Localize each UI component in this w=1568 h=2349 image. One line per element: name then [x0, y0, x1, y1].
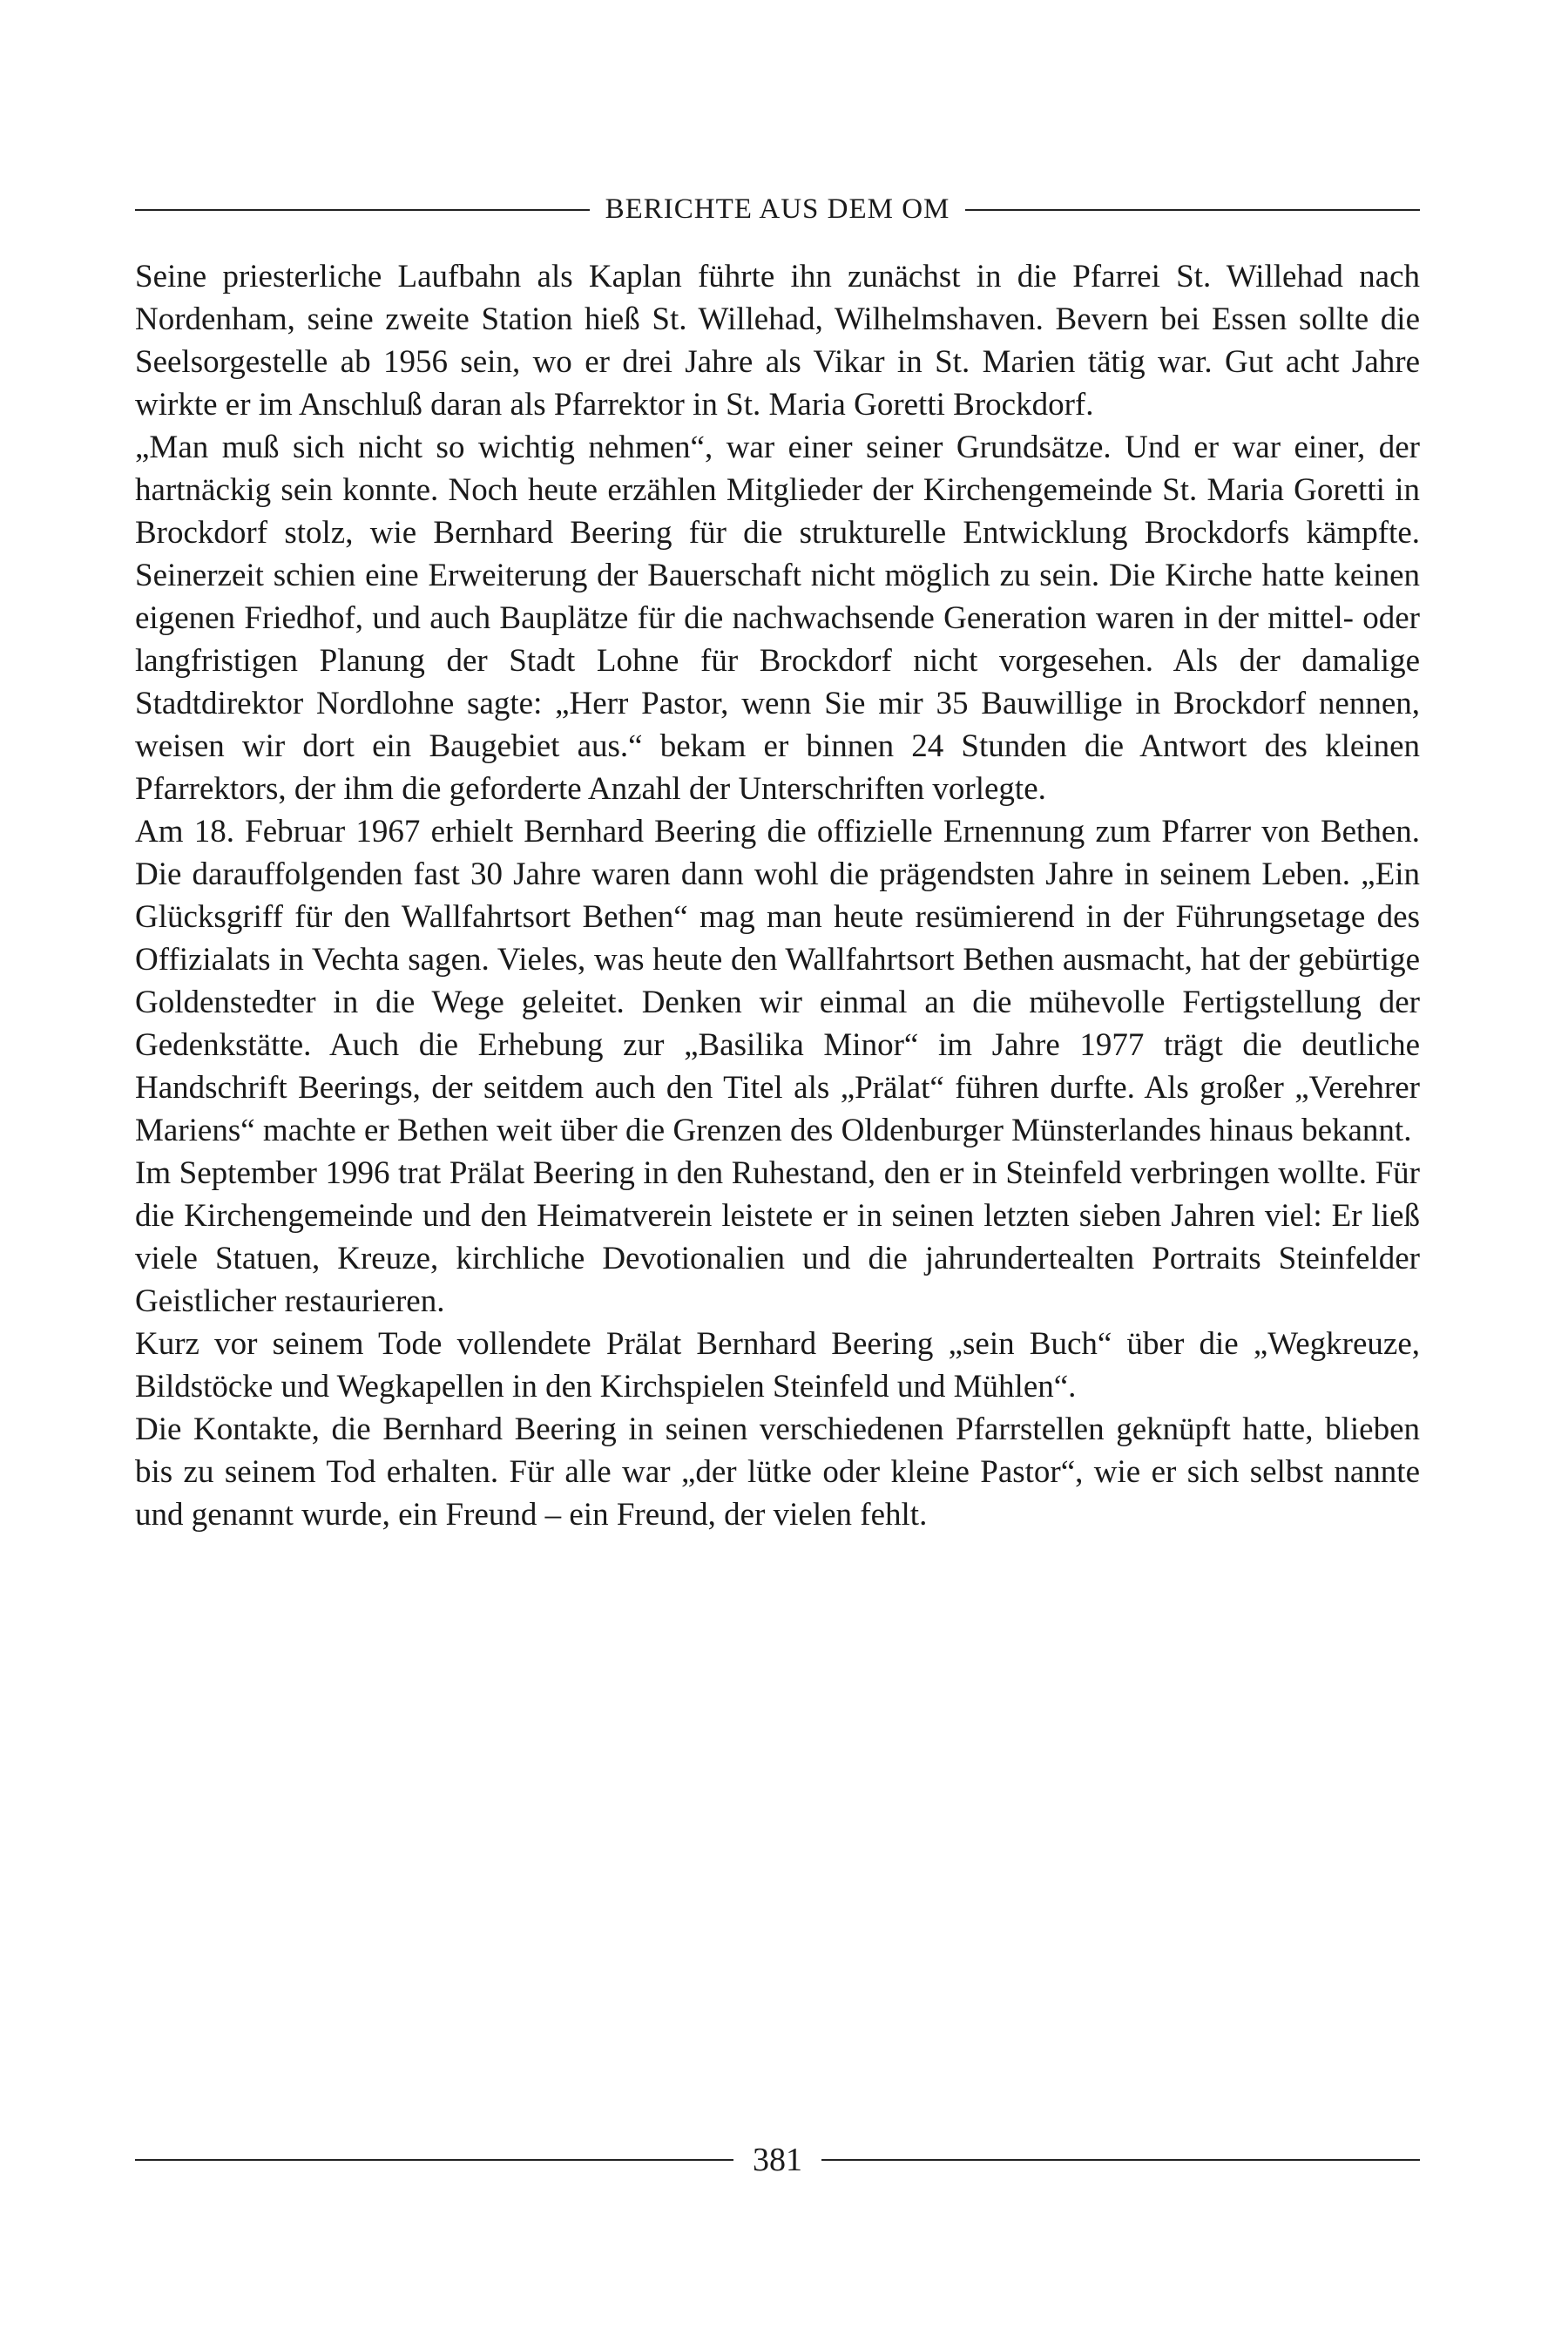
- footer-rule-left: [135, 2159, 733, 2161]
- article-body: [135, 255, 1420, 1536]
- footer-rule-right: [821, 2159, 1420, 2161]
- paragraph-5: Kurz vor seinem Tode vollendete Prälat Bernhard Beering „sein Buch“ über die „Wegkreuze, Bildstöcke und Wegkapellen in den Kirchspielen Steinfeld und Mühlen“.: [135, 1326, 1420, 1405]
- paragraph-3: Am 18. Februar 1967 erhielt Bernhard Beering die offizielle Ernennung zum Pfarrer von Bethen. Die darauffolgenden fast 30 Jahre waren dann wohl die prägendsten Jahre in seinem Leben. „Ein Glücksgriff für den Wallfahrtsort Bethen“ mag man heute resümierend in der Führungsetage des Offizialats in Vechta sagen. Vieles, was heute den Wallfahrtsort Bethen ausmacht, hat der gebürtige Goldenstedter in die Wege geleitet. Denken wir einmal an die mühevolle Fertigstellung der Gedenkstätte. Auch die Erhebung zur „Basilika Minor“ im Jahre 1977 trägt die deutliche Handschrift Beerings, der seitdem auch den Titel als „Prälat“ führen durfte. Als großer „Verehrer Mariens“ machte er Bethen weit über die Grenzen des Oldenburger Münsterlandes hinaus bekannt.: [135, 814, 1420, 1148]
- header-rule-right: [965, 209, 1420, 211]
- paragraph-2: „Man muß sich nicht so wichtig nehmen“, war einer seiner Grundsätze. Und er war einer, der hartnäckig sein konnte. Noch heute erzählen Mitglieder der Kirchengemeinde St. Maria Goretti in Brockdorf stolz, wie Bernhard Beering für die strukturelle Entwicklung Brockdorfs kämpfte. Seinerzeit schien eine Erweiterung der Bauerschaft nicht möglich zu sein. Die Kirche hatte keinen eigenen Friedhof, und auch Bauplätze für die nachwachsende Generation waren in der mittel- oder langfristigen Planung der Stadt Lohne für Brockdorf nicht vorgesehen. Als der damalige Stadtdirektor Nordlohne sagte: „Herr Pastor, wenn Sie mir 35 Bauwillige in Brockdorf nennen, weisen wir dort ein Baugebiet aus.“ bekam er binnen 24 Stunden die Antwort des kleinen Pfarrektors, der ihm die geforderte Anzahl der Unterschriften vorlegte.: [135, 430, 1420, 807]
- paragraph-4: Im September 1996 trat Prälat Beering in den Ruhestand, den er in Steinfeld verbringen wollte. Für die Kirchengemeinde und den Heimatverein leistete er in seinen letzten sieben Jahren viel: Er ließ viele Statuen, Kreuze, kirchliche Devotionalien und die jahrundertealten Portraits Steinfelder Geistlicher restaurieren.: [135, 1155, 1420, 1319]
- header-title: BERICHTE AUS DEM OM: [605, 193, 950, 225]
- paragraph-6: Die Kontakte, die Bernhard Beering in seinen verschiedenen Pfarrstellen geknüpft hatte, blieben bis zu seinem Tod erhalten. Für alle war „der lütke oder kleine Pastor“, wie er sich selbst nannte und genannt wurde, ein Freund – ein Freund, der vielen fehlt.: [135, 1411, 1420, 1533]
- page-footer: [135, 2141, 1420, 2179]
- paragraph-1: Seine priesterliche Laufbahn als Kaplan führte ihn zunächst in die Pfarrei St. Willehad nach Nordenham, seine zweite Station hieß St. Willehad, Wilhelmshaven. Bevern bei Essen sollte die Seelsorgestelle ab 1956 sein, wo er drei Jahre als Vikar in St. Marien tätig war. Gut acht Jahre wirkte er im Anschluß daran als Pfarrektor in St. Maria Goretti Brockdorf.: [135, 259, 1420, 423]
- header-rule-left: [135, 209, 590, 211]
- running-header: [135, 193, 1420, 226]
- page-number: 381: [753, 2142, 802, 2178]
